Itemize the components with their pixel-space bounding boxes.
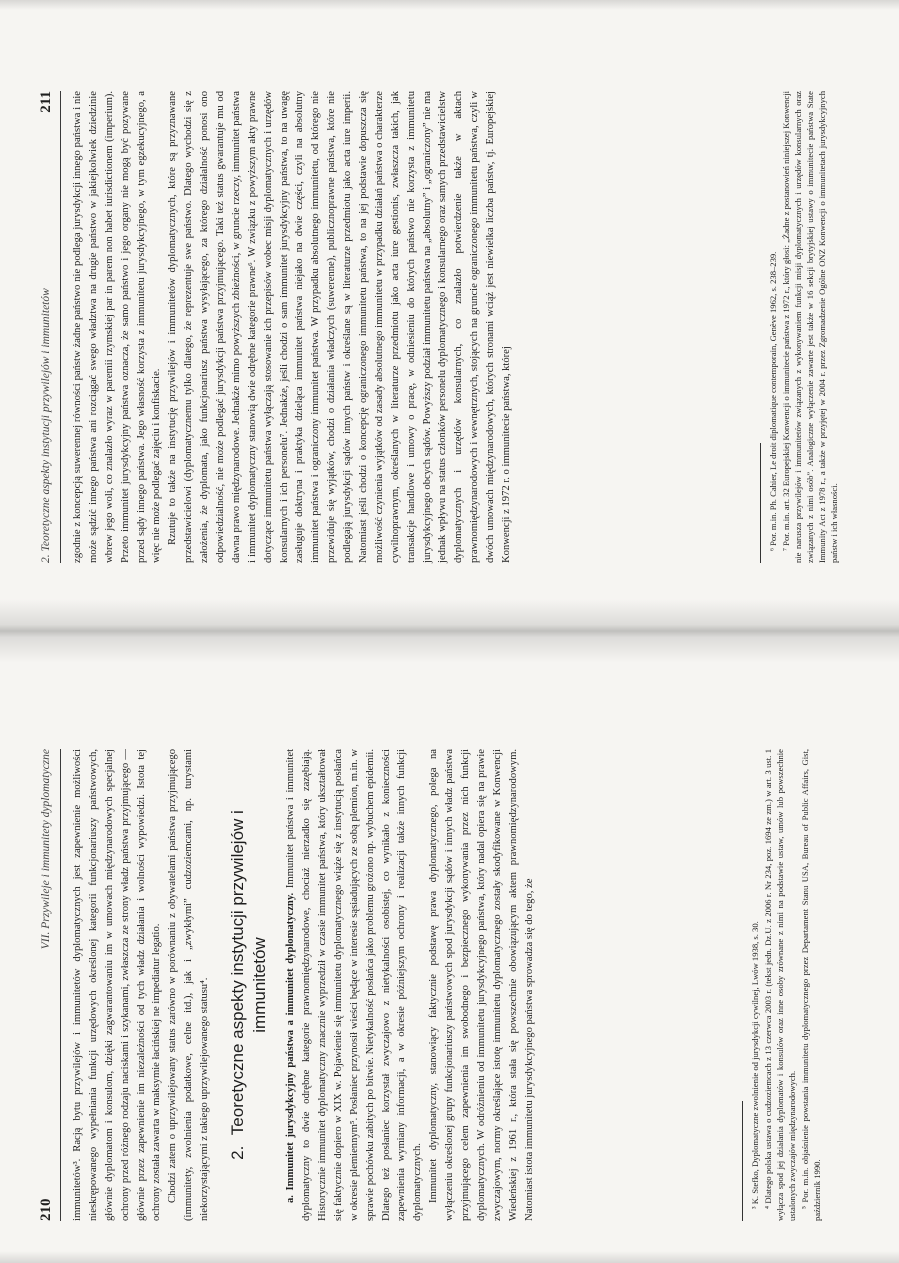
page-number: 210 bbox=[38, 1198, 54, 1221]
footnote: ⁶ Por. m.in. Ph. Cahier, Le droit diplomatique contemporain, Genève 1962, s. 238–239. bbox=[768, 251, 778, 551]
footnote-rule bbox=[742, 1101, 743, 1221]
section-number: 2. bbox=[228, 1145, 248, 1160]
running-head bbox=[36, 749, 61, 1221]
section-title: Teoretyczne aspekty instytucji przywilejów i immunitetów bbox=[228, 810, 270, 1136]
footnotes bbox=[742, 749, 824, 1221]
footnote: ⁵ Por. m.in. objaśnienie powstania immunitetu dyplomatycznego przez Departament Stanu USA, Bureau of Public Affairs, Gist, październik 1990. bbox=[800, 749, 823, 1221]
footnote-rule bbox=[760, 443, 761, 563]
footnote: ⁴ Dlatego polska ustawa o cudzoziemcach z 13 czerwca 2003 r. (tekst jedn. Dz.U. z 2006 r. Nr 234, poz. 1694 ze zm.) w art. 3 ust. 1 wyłącza spod jej działania dyplomatów i konsulów oraz inne osoby zrównane z nimi na podstawie ustaw, umów lub powszechnie ustalonych zwyczajów międzynarodowych. bbox=[763, 749, 798, 1221]
paragraph-text: Immunitet państwa i immunitet dyplomatyczny to dwie odrębne kategorie prawnomiędzynarodowe, chociaż nierzadko się zazębiają. Historycznie immunitet dyplomatyczny znacznie wyprzedził w czasie immunitet państwa, który ukształtował się faktycznie dopiero w XIX w. Pojawienie się immunitetu dyplomatycznego wiąże się z instytucją posłańca w okresie plemiennym⁵. Posłaniec przynosił wieści będące w interesie sąsiadujących ze sobą plemion, m.in. w sprawie pochówku zabitych po bitwie. Nietykalność posłańca jako problemu grożono np. wybuchem epidemii. Dlatego też posłaniec korzystał zwyczajowo z nietykalności osobistej, co wynikało z konieczności zapewnienia wymiany informacji, a w okresie późniejszym ochrony i realizacji także innych funkcji dyplomatycznych. bbox=[285, 748, 424, 1221]
footnotes bbox=[760, 91, 841, 563]
section-heading bbox=[227, 779, 271, 1191]
subsection-lead: a. Immunitet jurysdykcyjny państwa a immunitet dyplomatyczny. bbox=[285, 892, 297, 1203]
page-number: 211 bbox=[38, 91, 54, 113]
body-text bbox=[70, 91, 515, 563]
running-head bbox=[36, 91, 61, 563]
paragraph: zgodnie z koncepcją suwerennej równości państw żadne państwo nie podlega jurysdykcji innego państwa i nie może sądzić innego państwa ani rozciągać swego władztwa na drugie państwo w jakiejkolwiek dziedzinie wbrew jego woli, co znalazło wyraz w paremii rzymskiej par in parem non habet iurisdictionem (imperium). Przeto immunitet jurysdykcyjny państwa oznacza, że samo państwo i jego organy nie mogą być pozywane przed sądy innego państwa. Jego własność korzysta z immunitetu jurysdykcyjnego, w tym egzekucyjnego, a więc nie może podlegać zajęciu i konfiskacie. bbox=[72, 91, 163, 563]
paragraph: Chodzi zatem o uprzywilejowany status zarówno w porównaniu z obywatelami państwa przyjmującego (immunitety, zwolnienia podatkowe, celne itd.), jak i „zwykłymi” cudzoziemcami, np. turystami niekorzystającymi z takiego uprzywilejowanego statusu⁴. bbox=[167, 749, 211, 1221]
running-head-title: 2. Teoretyczne aspekty instytucji przywilejów i immunitetów bbox=[40, 288, 52, 563]
paragraph bbox=[283, 749, 426, 1221]
paragraph: immunitetów³. Racją bytu przywilejów i immunitetów dyplomatycznych jest zapewnienie możliwości nieskrępowanego wypełniania funkcji urzędowych określonej kategorii funkcjonariuszy państwowych, głównie dyplomatom i konsulom, dzięki zagwarantowaniu im w umowach międzynarodowych specjalnej ochrony przed różnego rodzaju naciskami i szykanami, zwłaszcza ze strony władz państwa przyjmującego — głównie przez zapewnienie im niezależności od tych władz działania i wolności wypowiedzi. Istota tej ochrony została zawarta w maksymie łacińskiej ne impediatur legatio. bbox=[72, 749, 163, 1221]
footnote: ⁷ Por. m.in. art. 32 Europejskiej Konwencji o immunitecie państwa z 1972 r., który głosi: „Żadne z postanowień niniejszej Konwencji nie narusza przywilejów i immunitetów związanych z wykonywaniem funkcji misji dyplomatycznych i urzędów konsularnych oraz związanych z nimi osób”. Analogiczne wyłączenie zawarte jest także w 16 sekcji brytyjskiej ustawy o immunitecie państwa State Immunity Act z 1978 r., a także w przyjętej w 2004 r. przez Zgromadzenie Ogólne ONZ Konwencji o immunitetach jurysdykcyjnych państw i ich własności. bbox=[781, 91, 840, 563]
footnote: ³ K. Stefko, Dyplomatyczne zwolnienie od jurysdykcji cywilnej, Lwów 1938, s. 30. bbox=[750, 921, 760, 1209]
body-text bbox=[70, 749, 537, 1221]
running-head-title: VII. Przywileje i immunitety dyplomatyczne bbox=[40, 749, 52, 950]
right-page bbox=[0, 0, 899, 621]
paragraph: Rzutuje to także na instytucję przywilejów i immunitetów dyplomatycznych, które są przyznawane przedstawicielowi (dyplomatycznemu tylko dlatego, że reprezentuje swe państwo. Dlatego wychodzi się z założenia, że dyplomata, jako funkcjonariusz państwa wysyłającego, za którego działalność ponosi ono odpowiedzialność, nie może podlegać jurysdykcji państwa przyjmującego. Taki też status gwarantuje mu od dawna prawo międzynarodowe. Jednakże mimo powyższych zbieżności, w gruncie rzeczy, immunitet państwa i immunitet dyplomatyczny stanowią dwie odrębne kategorie prawne⁶. W związku z powyższym akty prawne dotyczące immunitetu państwa wyłączają stosowanie ich przepisów wobec misji dyplomatycznych i urzędów konsularnych i ich personelu⁷. Jednakże, jeśli chodzi o sam immunitet jurysdykcyjny państwa, to na uwagę zasługuje doktryna i praktyka dzieląca immunitet państwa niejako na dwie części, czyli na absolutny immunitet państwa i ograniczony immunitet państwa. W przypadku absolutnego immunitetu, od którego nie przewiduje się wyjątków, chodzi o działania władczych (suwerenne), publicznoprawne państwa, które nie podlegają jurysdykcji sądów innych państw i określane są w literaturze przedmiotu jako acta iure imperii. Natomiast jeśli chodzi o koncepcję ograniczonego immunitetu państwa, to na jej podstawie dopuszcza się możliwość czynienia wyjątków od zasady absolutnego immunitetu w przypadku działań państwa o charakterze cywilnoprawnym, określanych w literaturze przedmiotu jako acta iure gestionis, zwłaszcza takich, jak transakcje handlowe i umowy o pracę, w odniesieniu do których państwo nie korzysta z immunitetu jurysdykcyjnego obcych sądów. Powyższy podział immunitetu państwa na „absolutny” i „ograniczony” nie ma jednak wpływu na status członków personelu dyplomatycznego i konsularnego oraz samych przedstawicielstw dyplomatycznych i urzędów konsularnych, co znalazło potwierdzenie także w aktach prawnomiędzynarodowych i wewnętrznych, stojących na gruncie ograniczonego immunitetu państwa, czyli w dwóch umowach międzynarodowych, których stronami wciąż jest niewielka liczba państw, tj. Europejskiej Konwencji z 1972 r. o immunitecie państwa, której bbox=[167, 91, 513, 563]
paragraph: Immunitet dyplomatyczny, stanowiący faktycznie podstawę prawa dyplomatycznego, polega na wyłączeniu określonej grupy funkcjonariuszy państwowych spod jurysdykcji sądów i innych władz państwa przyjmującego celem zapewnienia im swobodnego i bezpiecznego wykonywania przez nich funkcji dyplomatycznych. W odróżnieniu od immunitetu jurysdykcyjnego państwa, który nadal opiera się na prawie zwyczajowym, normy określające istotę immunitetu dyplomatycznego zostały skodyfikowane w Konwencji Wiedeńskiej z 1961 r., która stała się powszechnie obowiązującym aktem prawnomiędzynarodowym. Natomiast istota immunitetu jurysdykcyjnego państwa sprowadza się do tego, że bbox=[428, 749, 535, 1221]
left-page bbox=[0, 641, 899, 1263]
